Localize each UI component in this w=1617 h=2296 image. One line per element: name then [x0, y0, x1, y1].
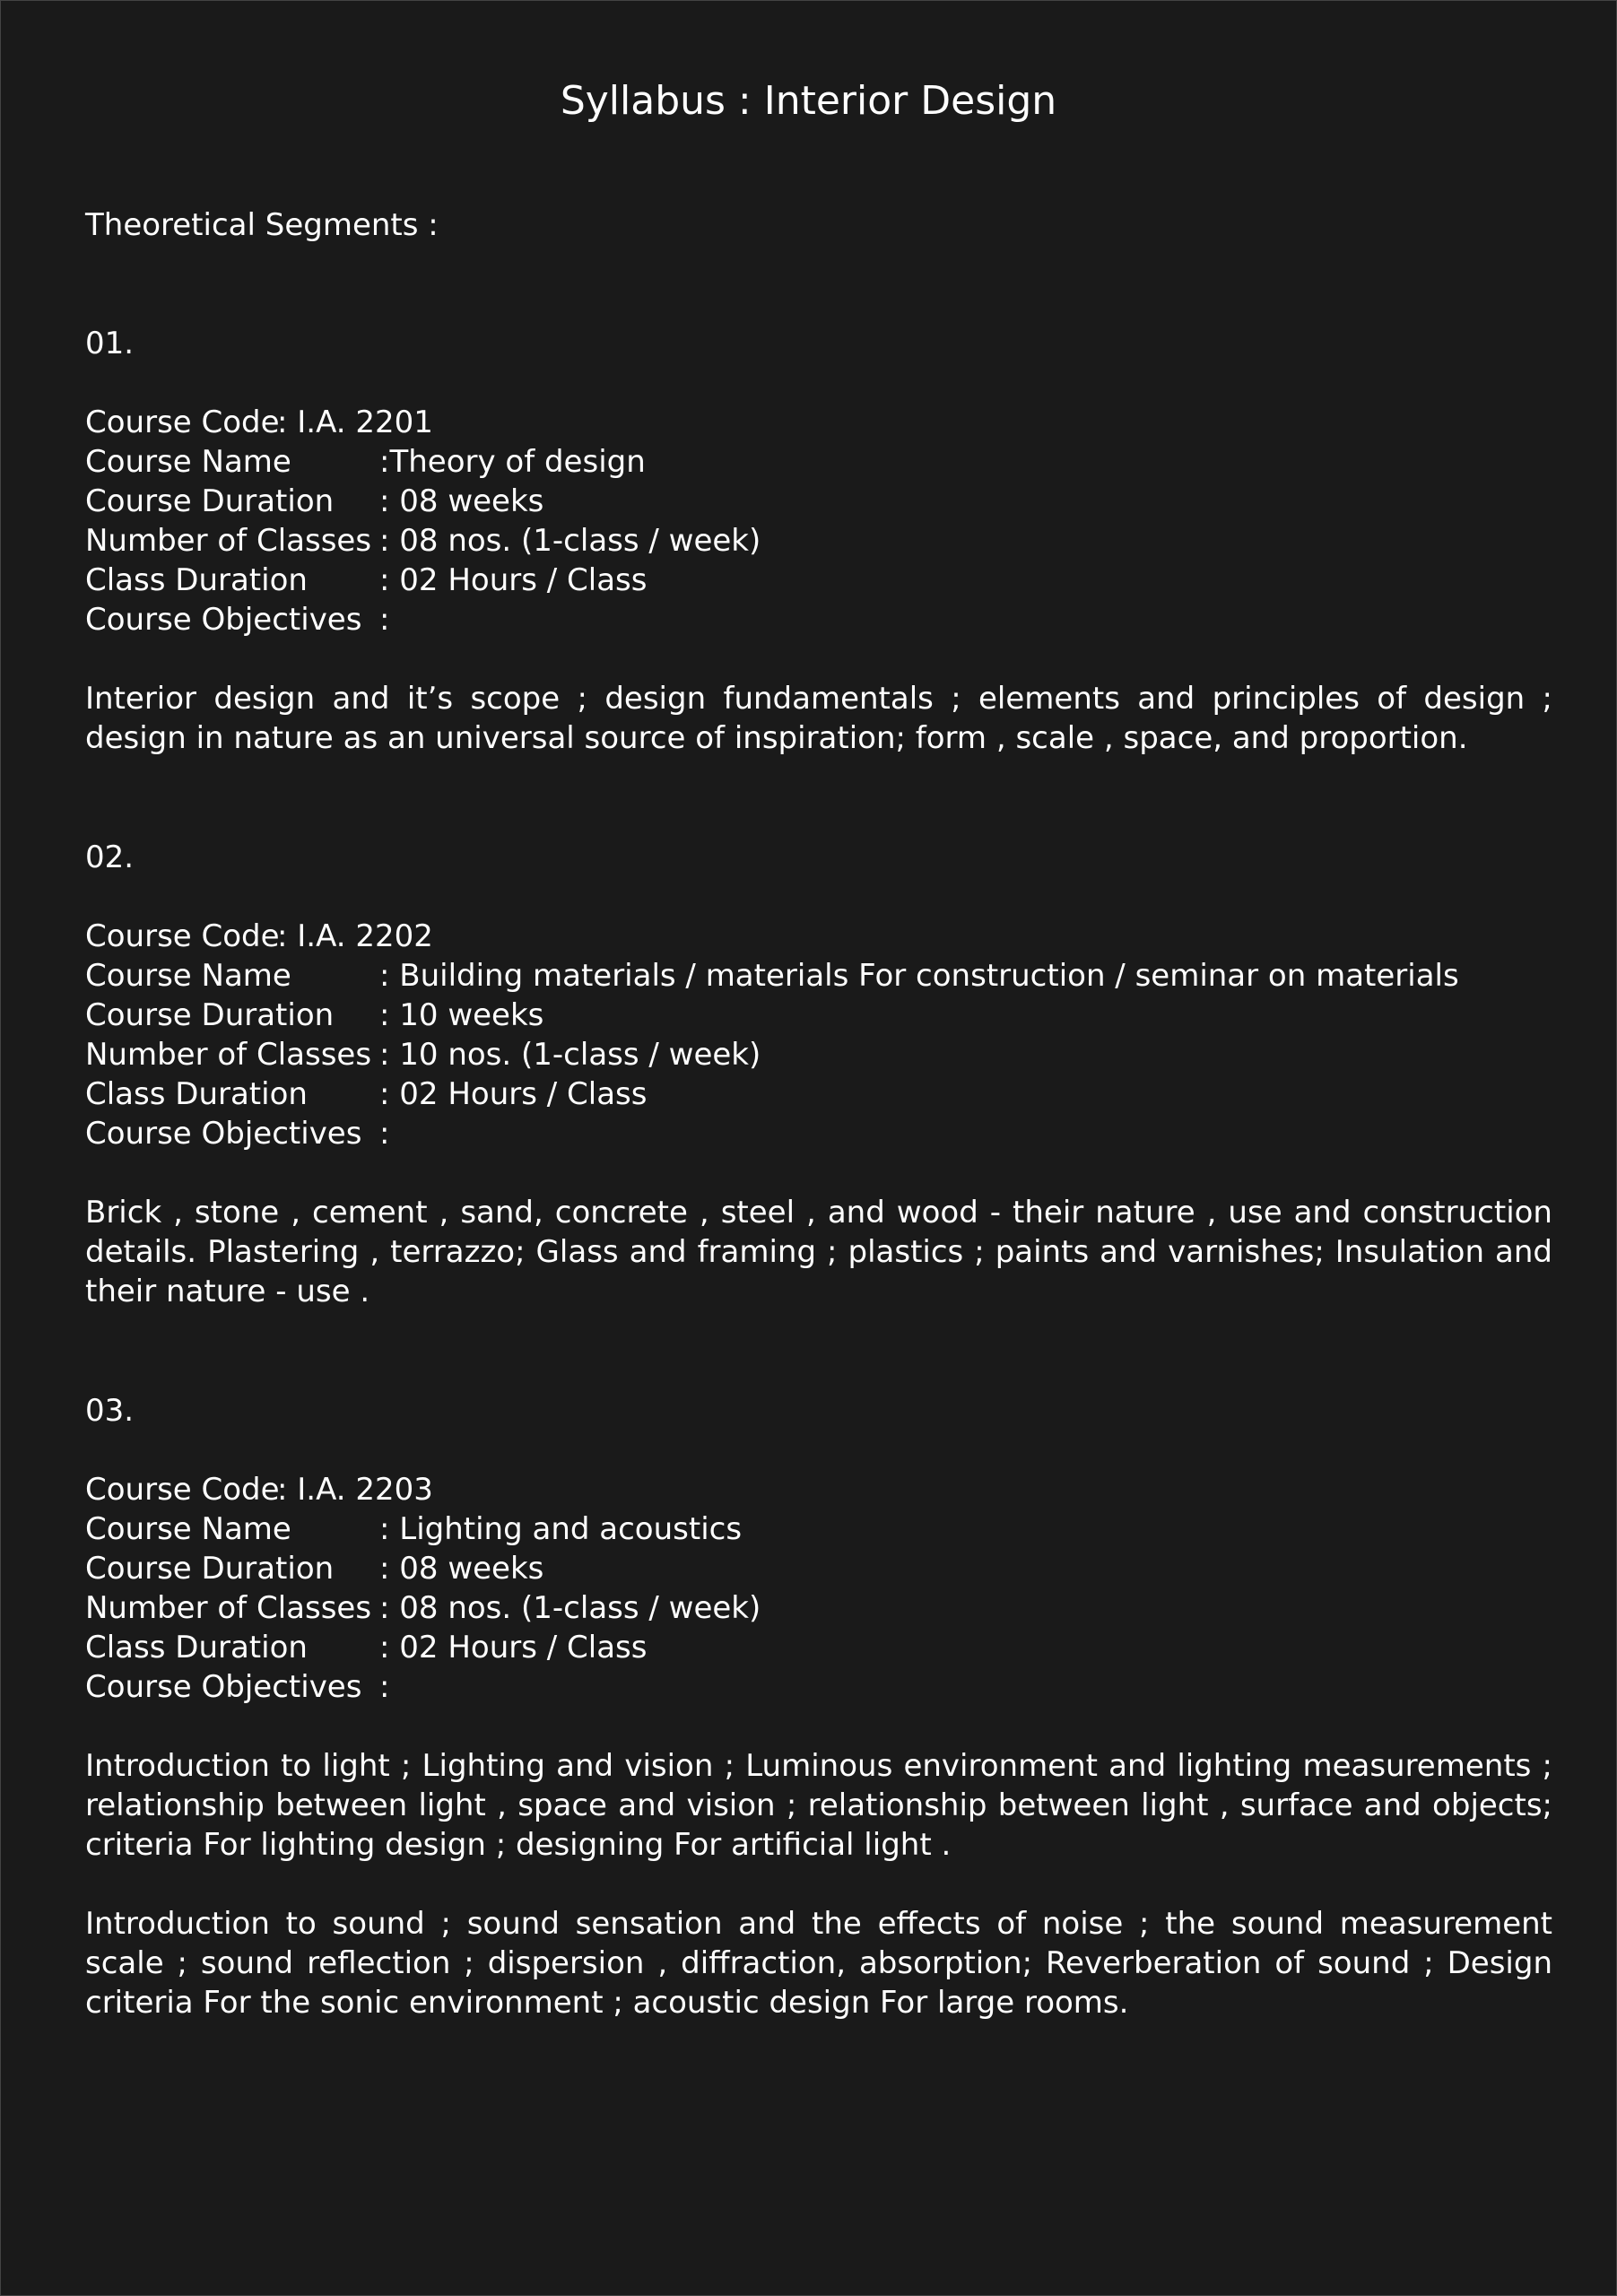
class-duration-value: : 02 Hours / Class	[379, 562, 648, 598]
number-of-classes-label: Number of Classes	[85, 1590, 372, 1626]
course-name-value: :Theory of design	[379, 444, 646, 480]
course-objectives-separator: :	[379, 1669, 390, 1705]
course-objectives-text: Interior design and it’s scope ; design fundamentals ; elements and principles of design ; design in nature as an universal source of inspiration; form , scale , space, and proportion.	[85, 681, 1552, 756]
course-objectives-separator: :	[379, 1116, 390, 1152]
class-duration-value: : 02 Hours / Class	[379, 1630, 648, 1665]
course-name-label: Course Name	[85, 958, 291, 994]
page-title: Syllabus : Interior Design	[560, 78, 1057, 124]
course-code-value: : I.A. 2203	[277, 1472, 433, 1508]
course-duration-value: : 08 weeks	[379, 1551, 544, 1587]
course-code-label: Course Code	[85, 404, 280, 440]
course-code-label: Course Code	[85, 1472, 280, 1508]
course-code-value: : I.A. 2202	[277, 918, 433, 954]
course-duration-value: : 08 weeks	[379, 483, 544, 519]
number-of-classes-value: : 08 nos. (1-class / week)	[379, 1590, 761, 1626]
number-of-classes-label: Number of Classes	[85, 1037, 372, 1073]
course-objectives-label: Course Objectives	[85, 602, 362, 638]
segments-heading: Theoretical Segments :	[85, 207, 439, 243]
course-duration-label: Course Duration	[85, 483, 335, 519]
course-objectives-label: Course Objectives	[85, 1669, 362, 1705]
class-duration-label: Class Duration	[85, 1630, 308, 1665]
course-objectives-text: Introduction to light ; Lighting and vision ; Luminous environment and lighting measurements ; relationship between light , space and vision ; relationship between light , surface and objects; criteria For lighting design ; designing For artificial light .	[85, 1748, 1552, 1863]
number-of-classes-value: : 10 nos. (1-class / week)	[379, 1037, 761, 1073]
course-name-label: Course Name	[85, 444, 291, 480]
course-code-label: Course Code	[85, 918, 280, 954]
course-name-label: Course Name	[85, 1511, 291, 1547]
course-duration-label: Course Duration	[85, 997, 335, 1033]
course-duration-label: Course Duration	[85, 1551, 335, 1587]
number-of-classes-label: Number of Classes	[85, 523, 372, 559]
course-number: 03.	[85, 1393, 135, 1429]
course-objectives-label: Course Objectives	[85, 1116, 362, 1152]
course-objectives-separator: :	[379, 602, 390, 638]
course-duration-value: : 10 weeks	[379, 997, 544, 1033]
course-number: 02.	[85, 839, 135, 875]
course-number: 01.	[85, 326, 135, 361]
course-objectives-text: Introduction to sound ; sound sensation and the effects of noise ; the sound measurement scale ; sound reflection ; dispersion , diffraction, absorption; Reverberation of sound ; Design criteria For the sonic environment ; acoustic design For large rooms.	[85, 1906, 1552, 2021]
course-name-value: : Lighting and acoustics	[379, 1511, 743, 1547]
class-duration-value: : 02 Hours / Class	[379, 1076, 648, 1112]
number-of-classes-value: : 08 nos. (1-class / week)	[379, 523, 761, 559]
course-name-value: : Building materials / materials For construction / seminar on materials	[379, 958, 1459, 994]
course-objectives-text: Brick , stone , cement , sand, concrete , steel , and wood - their nature , use and construction details. Plastering , terrazzo; Glass and framing ; plastics ; paints and varnishes; Insulation and their nature - use .	[85, 1195, 1552, 1309]
class-duration-label: Class Duration	[85, 1076, 308, 1112]
class-duration-label: Class Duration	[85, 562, 308, 598]
course-code-value: : I.A. 2201	[277, 404, 433, 440]
